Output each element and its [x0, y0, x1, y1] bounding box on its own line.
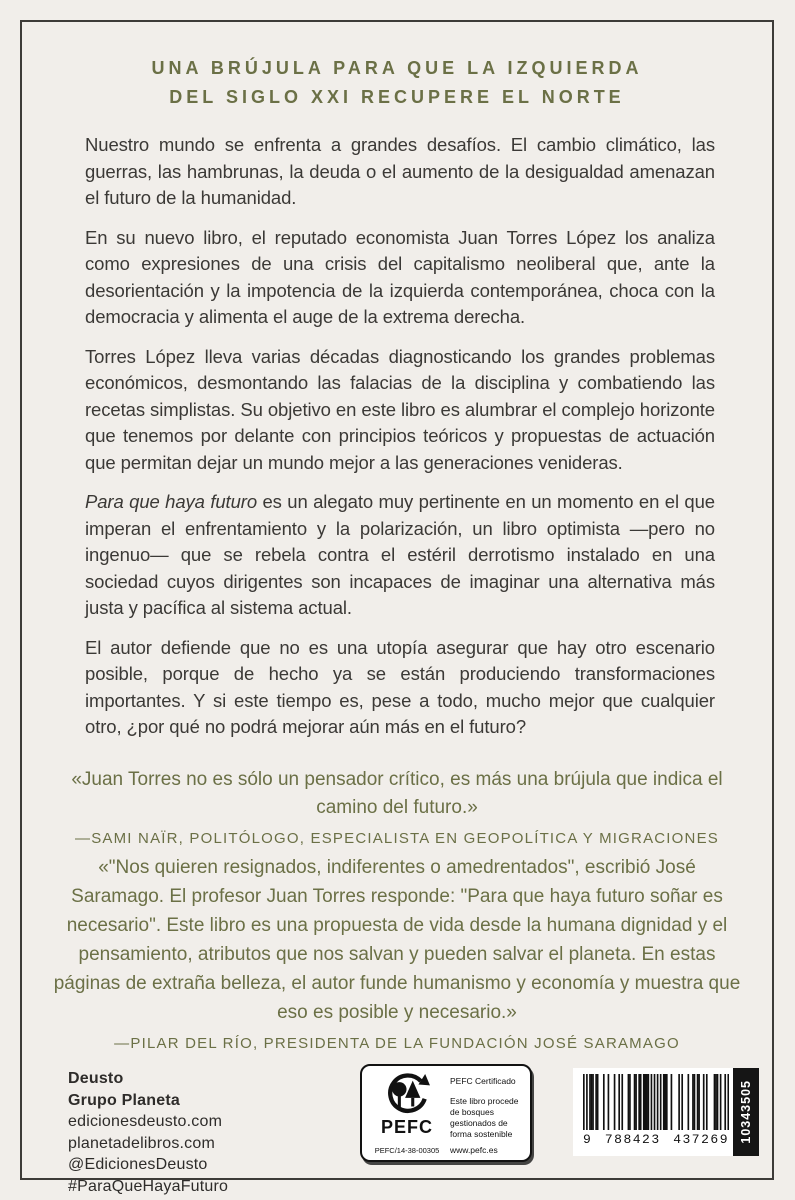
barcode-block — [573, 1068, 759, 1156]
pefc-wordmark: PEFC — [380, 1117, 433, 1137]
quote-attribution: —SAMI NAÏR, POLITÓLOGO, ESPECIALISTA EN GEOPOLÍTICA Y MIGRACIONES — [75, 830, 719, 847]
synopsis-paragraph-4 — [85, 489, 715, 622]
tagline — [22, 54, 772, 112]
synopsis-paragraph-5: El autor defiende que no es una utopía asegurar que hay otro escenario posible, porque de hecho ya se están produciendo transformaciones importantes. Y si este tiempo es, pese a todo, mucho mejor que cualquier otro, ¿por qué no podrá mejorar aún más en el futuro? — [85, 636, 715, 737]
synopsis-paragraph-3: Torres López lleva varias décadas diagnosticando los grandes problemas económicos, desmontando las falacias de la disciplina y combatiendo las recetas simplistas. Su objetivo en este libro es alumbrar el complejo horizonte que tenemos por delante con principios teóricos y propuestas de actuación que permitan dejar un mundo mejor a las generaciones venideras. — [85, 345, 715, 473]
barcode-digit-group: 437269 — [673, 1132, 729, 1147]
pefc-title: PEFC Certificado — [450, 1076, 516, 1086]
book-title-italic: Para que haya futuro — [85, 491, 258, 512]
tagline-line-2: DEL SIGLO XXI RECUPERE EL NORTE — [169, 87, 625, 107]
ean-barcode — [583, 1074, 729, 1130]
pefc-certification-label — [360, 1064, 532, 1162]
quote-text: «"Nos quieren resignados, indiferentes o amedrentados", escribió José Saramago. El profesor Juan Torres responde: "Para que haya futuro soñar es necesario". Este libro es una propuesta de vida desde la humana dignidad y el pensamiento, atributos que nos salvan y pueden salvar el planeta. En estas páginas de extraña belleza, el autor funde humanismo y economía y muestra que eso es posible y necesario.» — [53, 857, 741, 1023]
synopsis-paragraph-4-rest: es un alegato muy pertinente en un momento en el que imperan el enfrentamiento y la polarización, un libro optimista —pero no ingenuo— que se rebela contra el estéril derrotismo instalado en una sociedad cuyos dirigentes son incapaces de imaginar una alternativa más justa y pacífica al sistema actual. — [85, 491, 715, 618]
pefc-logo-cell — [370, 1073, 444, 1142]
barcode-main — [573, 1068, 733, 1156]
publisher-hashtag: #ParaQueHayaFuturo — [68, 1177, 229, 1195]
quote-text: «Juan Torres no es sólo un pensador crítico, es más una brújula que indica el camino del futuro.» — [71, 769, 723, 818]
cover-frame — [20, 20, 774, 1195]
pefc-trees-icon — [378, 1073, 436, 1117]
pefc-text-cell — [450, 1073, 522, 1142]
pefc-url: www.pefc.es — [450, 1145, 498, 1155]
publisher-social-handle: @EdicionesDeusto — [68, 1156, 208, 1173]
publisher-group: Grupo Planeta — [68, 1091, 180, 1109]
barcode-side-strip — [733, 1068, 759, 1156]
synopsis-paragraph-2: En su nuevo libro, el reputado economista Juan Torres López los analiza como expresiones de una crisis del capitalismo neoliberal que, ante la desorientación y la impotencia de la izquierda contemporánea, choca con la democracia y alimenta el auge de la extrema derecha. — [85, 226, 715, 327]
barcode-digit-group: 788423 — [604, 1132, 661, 1147]
synopsis — [85, 132, 715, 754]
publisher-brand: Deusto — [68, 1070, 124, 1087]
barcode-digits — [583, 1130, 729, 1147]
quote-attribution: —PILAR DEL RÍO, PRESIDENTA DE LA FUNDACIÓN JOSÉ SARAMAGO — [114, 1035, 680, 1052]
publisher-block — [68, 1068, 228, 1197]
synopsis-paragraph-1: Nuestro mundo se enfrenta a grandes desafíos. El cambio climático, las guerras, las hambrunas, la deuda o el aumento de la desigualdad amenazan el futuro de la humanidad. — [85, 134, 715, 208]
review-quote-1 — [52, 766, 742, 849]
tagline-line-1: UNA BRÚJULA PARA QUE LA IZQUIERDA — [151, 58, 643, 78]
publisher-website-1: edicionesdeusto.com — [68, 1113, 223, 1130]
barcode-side-number: 10343505 — [739, 1080, 753, 1144]
pefc-cert-code: PEFC/14-38-00305 — [374, 1146, 440, 1155]
pefc-description: Este libro procede de bosques gestionados de forma sostenible — [450, 1096, 519, 1139]
barcode-digit-group: 9 — [583, 1132, 593, 1147]
review-quote-2 — [52, 853, 742, 1054]
publisher-website-2: planetadelibros.com — [68, 1134, 215, 1152]
